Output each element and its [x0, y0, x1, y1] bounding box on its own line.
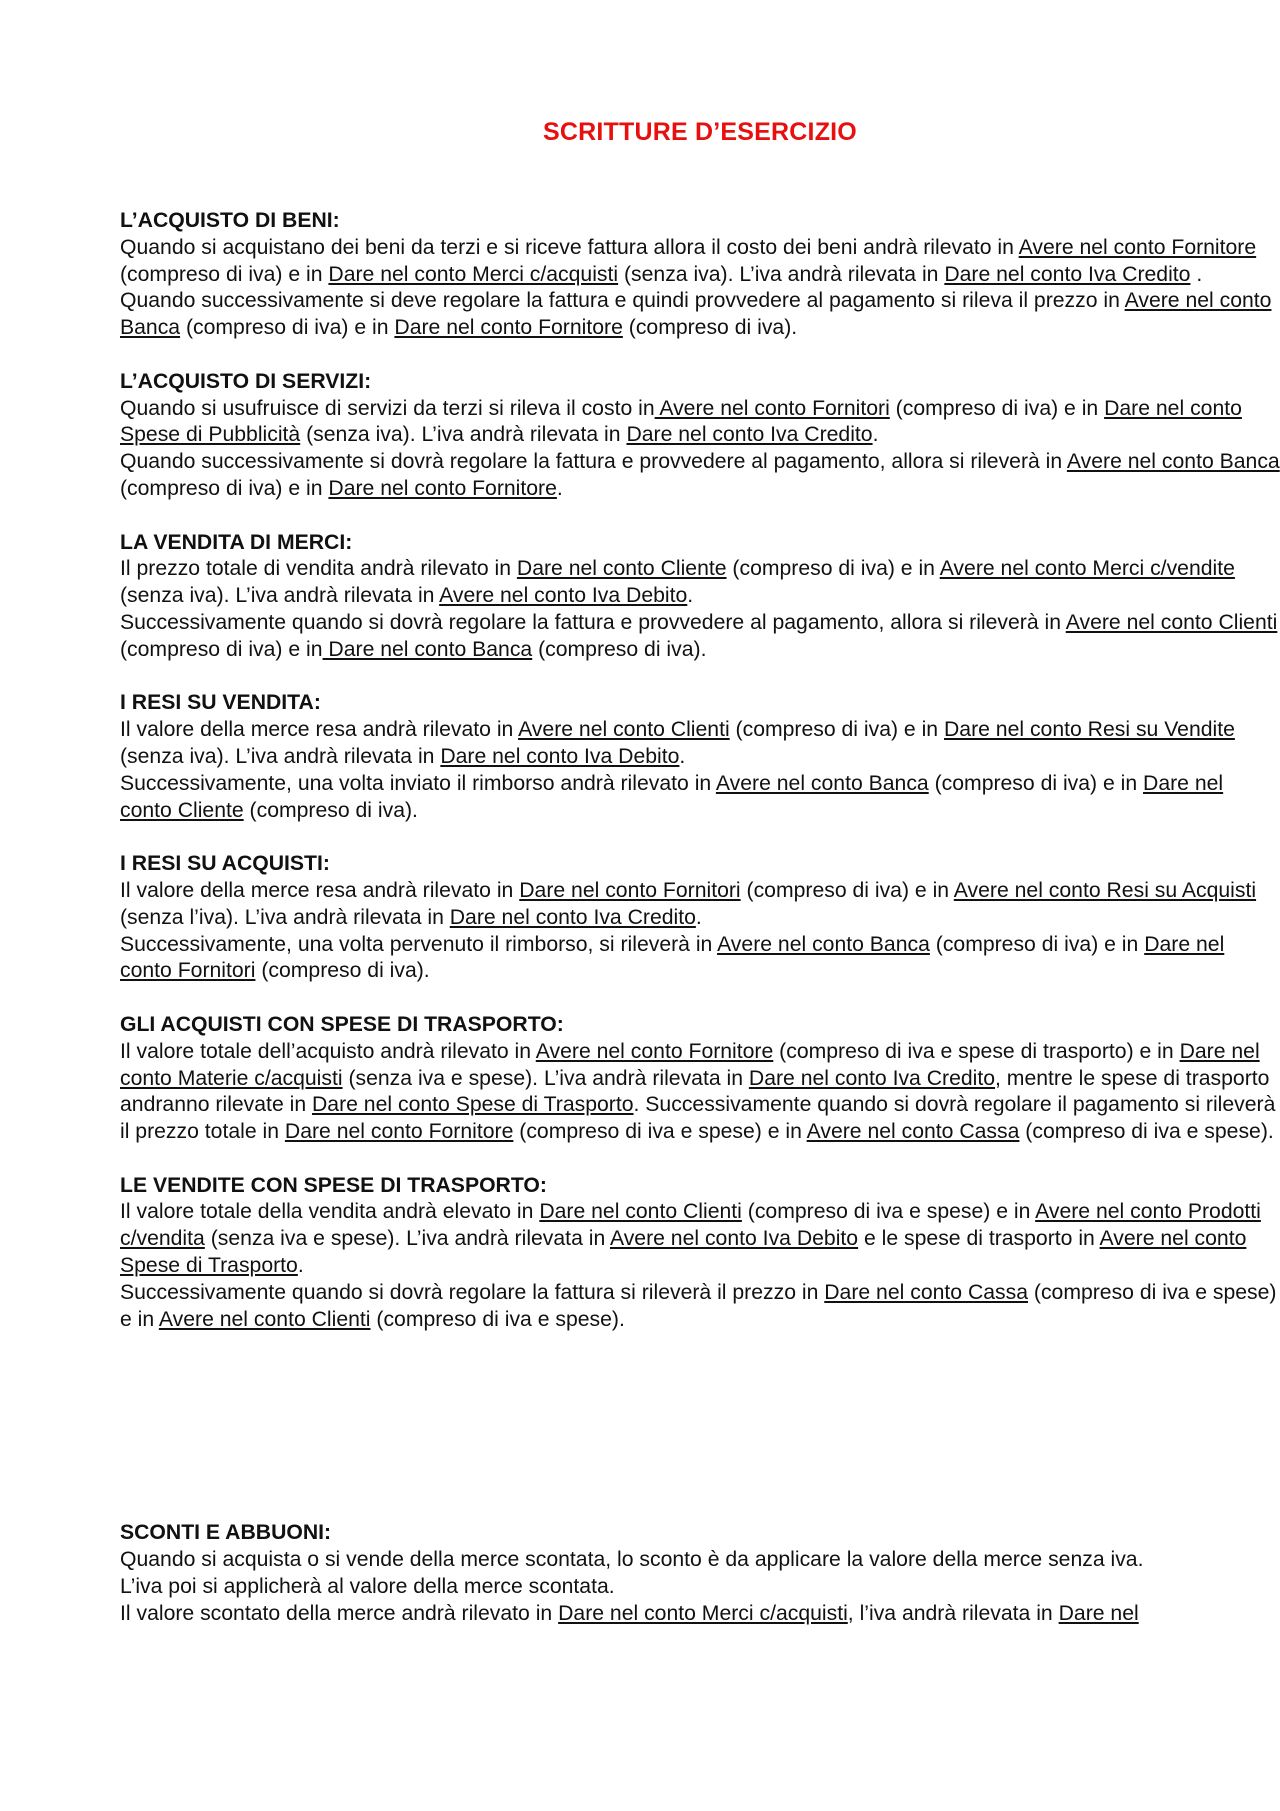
text-run: e le spese di trasporto in	[858, 1227, 1100, 1251]
section	[120, 1520, 1280, 1627]
account-reference: Avere nel conto Fornitore	[535, 1039, 774, 1063]
account-reference: Dare nel conto Fornitore	[328, 476, 557, 500]
text-run: (compreso di iva) e in	[729, 718, 944, 742]
section-heading: LA VENDITA DI MERCI:	[120, 530, 353, 554]
document-body	[120, 208, 1280, 1654]
text-run: (compreso di iva) e in	[928, 771, 1144, 795]
text-run: Successivamente, una volta pervenuto il rimborso, si rileverà in	[120, 932, 718, 956]
account-reference: Dare nel conto Spese di Pubblicità	[120, 396, 1242, 447]
text-run: (senza iva). L’iva andrà rilevata in	[120, 744, 441, 768]
section	[120, 530, 1280, 664]
account-reference: Avere nel conto Banca	[715, 771, 929, 795]
account-reference: Avere nel conto Cassa	[806, 1120, 1020, 1144]
text-run: .	[687, 584, 694, 608]
text-run: Il valore totale della vendita andrà elevato in	[120, 1200, 540, 1224]
text-run: .	[1190, 262, 1203, 286]
paragraph	[120, 932, 1280, 986]
section	[120, 851, 1280, 985]
account-reference: Avere nel conto Iva Debito	[609, 1227, 859, 1251]
paragraph	[120, 1547, 1280, 1574]
account-reference: Dare nel conto Fornitori	[519, 878, 741, 902]
text-run: (compreso di iva).	[622, 316, 798, 340]
text-run: Quando si acquistano dei beni da terzi e si riceve fattura allora il costo dei beni andrà rilevato in	[120, 235, 1019, 259]
account-reference: Avere nel conto Merci c/vendite	[939, 557, 1235, 581]
paragraph	[120, 1039, 1280, 1146]
paragraph	[120, 610, 1280, 664]
text-run: (compreso di iva) e in	[889, 396, 1105, 420]
final-section-container	[120, 1520, 1280, 1627]
section-heading: SCONTI E ABBUONI:	[120, 1521, 332, 1545]
section-heading: LE VENDITE CON SPESE DI TRASPORTO:	[120, 1173, 547, 1197]
section	[120, 1012, 1280, 1146]
paragraph	[120, 1280, 1280, 1334]
account-reference: Dare nel	[1058, 1601, 1139, 1625]
account-reference: Dare nel conto Materie c/acquisti	[120, 1039, 1260, 1090]
account-reference: Avere nel conto Banca	[717, 932, 930, 956]
account-reference: Avere nel conto Iva Debito	[439, 584, 688, 608]
text-run: Il prezzo totale di vendita andrà rilevato in	[120, 557, 517, 581]
account-reference: Avere nel conto Fornitori	[654, 396, 890, 420]
account-reference: Dare nel conto Iva Credito	[449, 905, 696, 929]
paragraph	[120, 449, 1280, 503]
text-run: (compreso di iva e spese).	[1019, 1120, 1274, 1144]
paragraph	[120, 396, 1280, 450]
text-run: (compreso di iva e spese) e in	[120, 1280, 1277, 1331]
text-run: (senza iva e spese). L’iva andrà rilevata in	[204, 1227, 610, 1251]
account-reference: Dare nel conto Cliente	[120, 771, 1224, 822]
text-run: (senza iva). L’iva andrà rilevata in	[120, 584, 440, 608]
text-run: (compreso di iva e spese di trasporto) e in	[773, 1039, 1180, 1063]
section	[120, 208, 1280, 342]
text-run: (compreso di iva).	[255, 959, 430, 983]
account-reference: Dare nel conto Iva Credito	[626, 423, 873, 447]
text-run: Successivamente quando si dovrà regolare la fattura si rileverà il prezzo in	[120, 1280, 825, 1304]
account-reference: Dare nel conto Cassa	[824, 1280, 1028, 1304]
section-heading: L’ACQUISTO DI SERVIZI:	[120, 369, 372, 393]
account-reference: Dare nel conto Merci c/acquisti	[328, 262, 619, 286]
account-reference: Dare nel conto Iva Credito	[944, 262, 1191, 286]
account-reference: Avere nel conto Banca	[1066, 450, 1280, 474]
text-run: (compreso di iva e spese) e in	[741, 1200, 1036, 1224]
text-run: (compreso di iva).	[243, 798, 418, 822]
section-heading: I RESI SU ACQUISTI:	[120, 852, 330, 876]
text-run: Successivamente quando si dovrà regolare la fattura e provvedere al pagamento, allora si rileverà in	[120, 610, 1066, 634]
account-reference: Dare nel conto Clienti	[539, 1200, 742, 1224]
text-run: (compreso di iva e spese) e in	[513, 1120, 807, 1144]
paragraph	[120, 717, 1280, 771]
text-run: Il valore totale dell’acquisto andrà rilevato in	[120, 1039, 536, 1063]
text-run: (compreso di iva) e in	[120, 262, 329, 286]
section-heading: I RESI SU VENDITA:	[120, 691, 321, 715]
text-run: Quando successivamente si dovrà regolare la fattura e provvedere al pagamento, allora si rileverà in	[120, 450, 1067, 474]
text-run: Quando successivamente si deve regolare la fattura e quindi provvedere al pagamento si rileva il prezzo in	[120, 289, 1125, 313]
text-run: (compreso di iva) e in	[726, 557, 940, 581]
section	[120, 690, 1280, 824]
account-reference: Avere nel conto Clienti	[518, 718, 730, 742]
text-run: (compreso di iva) e in	[740, 878, 954, 902]
text-run: (compreso di iva) e in	[929, 932, 1145, 956]
account-reference: Dare nel conto Iva Debito	[440, 744, 680, 768]
text-run: (compreso di iva).	[532, 637, 707, 661]
text-run: (senza iva). L’iva andrà rilevata in	[618, 262, 945, 286]
text-run: (senza l’iva). L’iva andrà rilevata in	[120, 905, 450, 929]
text-run: (compreso di iva) e in	[120, 476, 329, 500]
page-title: SCRITTURE D’ESERCIZIO	[543, 118, 857, 146]
text-run: .	[556, 476, 563, 500]
account-reference: Avere nel conto Banca	[120, 289, 1272, 340]
account-reference: Avere nel conto Resi su Acquisti	[953, 878, 1257, 902]
text-run: Successivamente, una volta inviato il rimborso andrà rilevato in	[120, 771, 716, 795]
account-reference: Dare nel conto Resi su Vendite	[943, 718, 1235, 742]
text-run: , l’iva andrà rilevata in	[847, 1601, 1059, 1625]
account-reference: Dare nel conto Fornitore	[284, 1120, 514, 1144]
paragraph	[120, 288, 1280, 342]
paragraph	[120, 235, 1280, 289]
paragraph	[120, 771, 1280, 825]
section-heading: L’ACQUISTO DI BENI:	[120, 209, 340, 232]
paragraph	[120, 1601, 1280, 1628]
account-reference: Dare nel conto Banca	[322, 637, 533, 661]
account-reference: Avere nel conto Fornitore	[1018, 235, 1257, 259]
text-run: Quando si acquista o si vende della merce scontata, lo sconto è da applicare la valore della merce senza iva.	[120, 1548, 1144, 1572]
section	[120, 369, 1280, 503]
text-run: Il valore della merce resa andrà rilevato in	[120, 718, 519, 742]
section	[120, 1173, 1280, 1334]
text-run: .	[297, 1254, 304, 1278]
paragraph	[120, 878, 1280, 932]
text-run: .	[695, 905, 702, 929]
account-reference: Dare nel conto Fornitori	[120, 932, 1225, 983]
sections-container	[120, 208, 1280, 1333]
text-run: (senza iva). L’iva andrà rilevata in	[300, 423, 627, 447]
text-run: .	[679, 744, 686, 768]
account-reference: Dare nel conto Spese di Trasporto	[312, 1093, 634, 1117]
account-reference: Avere nel conto Spese di Trasporto	[120, 1227, 1247, 1278]
paragraph	[120, 1574, 1280, 1601]
text-run: (compreso di iva e spese).	[370, 1307, 625, 1331]
text-run: Il valore scontato della merce andrà rilevato in	[120, 1601, 559, 1625]
text-run: . Successivamente quando si dovrà regolare il pagamento si rileverà il prezzo totale in	[120, 1093, 1276, 1144]
account-reference: Avere nel conto Clienti	[1065, 610, 1278, 634]
paragraph	[120, 1199, 1280, 1279]
text-run: , mentre le spese di trasporto andranno rilevate in	[120, 1066, 1270, 1117]
paragraph	[120, 556, 1280, 610]
text-run: .	[872, 423, 879, 447]
text-run: (compreso di iva) e in	[180, 316, 395, 340]
text-run: Quando si usufruisce di servizi da terzi si rileva il costo in	[120, 396, 655, 420]
account-reference: Avere nel conto Prodotti c/vendita	[120, 1200, 1261, 1251]
account-reference: Dare nel conto Iva Credito	[748, 1066, 996, 1090]
page-gap	[120, 1360, 1280, 1520]
text-run: (senza iva e spese). L’iva andrà rilevata in	[342, 1066, 749, 1090]
account-reference: Dare nel conto Cliente	[516, 557, 727, 581]
text-run: Il valore della merce resa andrà rilevato in	[120, 878, 520, 902]
account-reference: Dare nel conto Merci c/acquisti	[558, 1601, 848, 1625]
section-heading: GLI ACQUISTI CON SPESE DI TRASPORTO:	[120, 1012, 564, 1036]
account-reference: Dare nel conto Fornitore	[394, 316, 623, 340]
text-run: L’iva poi si applicherà al valore della merce scontata.	[120, 1574, 615, 1598]
account-reference: Avere nel conto Clienti	[158, 1307, 371, 1331]
text-run: (compreso di iva) e in	[120, 637, 323, 661]
